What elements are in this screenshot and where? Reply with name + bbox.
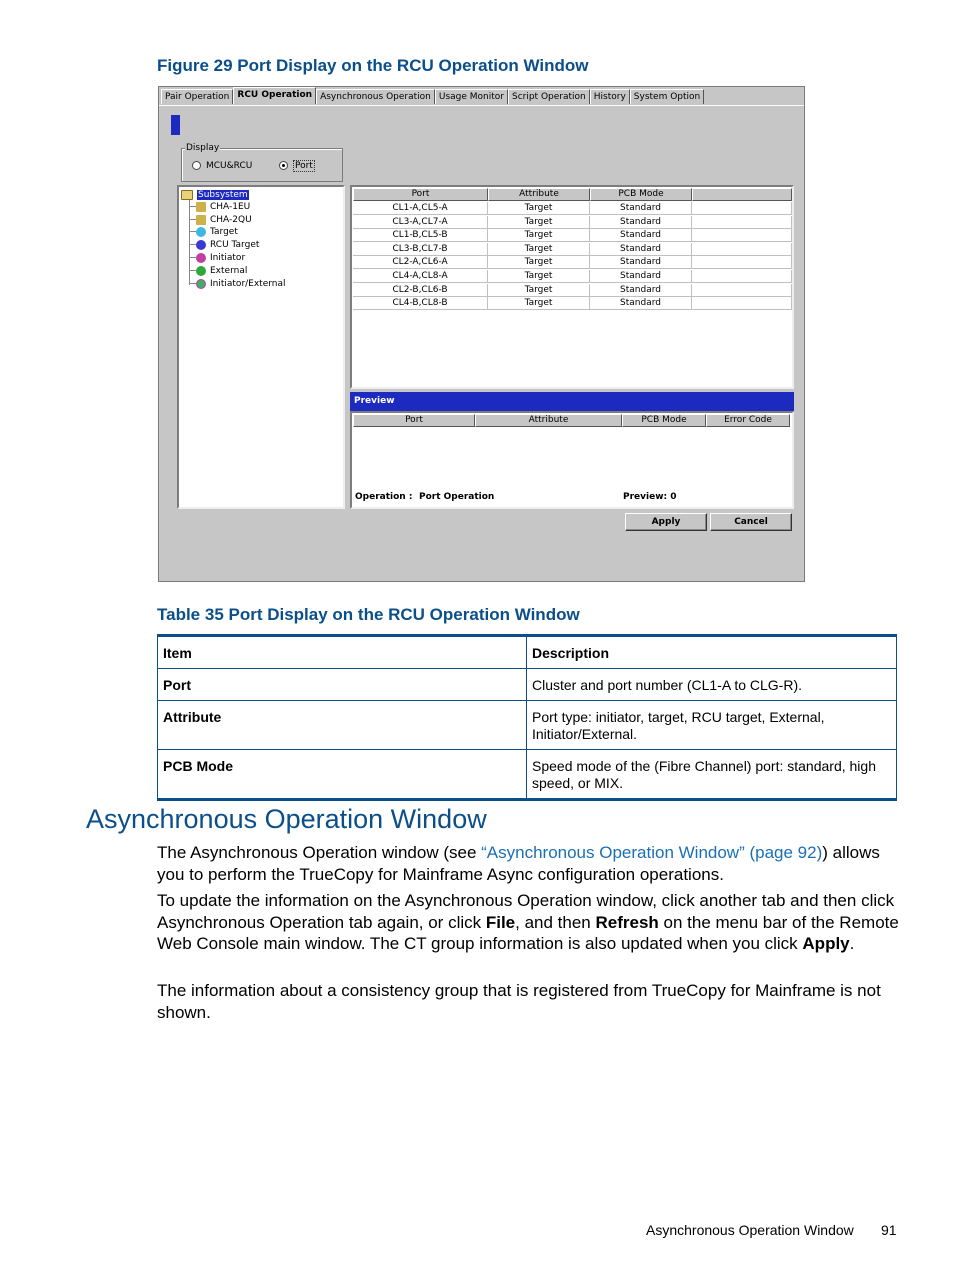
tab-usage-monitor[interactable]: Usage Monitor [435, 89, 508, 104]
page-number: 91 [881, 1222, 897, 1238]
paragraph-text: The Asynchronous Operation window (see [157, 843, 482, 862]
tree-item-external[interactable] [190, 265, 247, 277]
port-grid-cell[interactable]: Standard [590, 216, 692, 229]
preview-header-attribute[interactable]: Attribute [475, 414, 622, 427]
column-header-attribute[interactable]: Attribute [488, 188, 590, 201]
port-grid-cell[interactable]: Standard [590, 202, 692, 215]
table-header-row [158, 636, 897, 669]
tree-item-label: CHA-2QU [210, 215, 252, 225]
tree-item-rcu-target[interactable] [190, 239, 259, 251]
port-list-table[interactable] [350, 185, 794, 389]
paragraph-note: The information about a consistency group that is registered from TrueCopy for Mainframe is not shown. [157, 981, 881, 1022]
paragraph-text: , and then [515, 912, 596, 932]
tab-asynchronous-operation[interactable]: Asynchronous Operation [316, 89, 435, 104]
port-grid-cell[interactable]: Target [488, 229, 590, 242]
port-grid-cell[interactable]: Standard [590, 243, 692, 256]
table-row [158, 669, 897, 701]
section-heading: Asynchronous Operation Window [86, 804, 487, 834]
operation-label: Operation : [355, 492, 413, 502]
preview-header-pcb-mode[interactable]: PCB Mode [622, 414, 706, 427]
paragraph-text: . [849, 934, 855, 953]
header-item: Item [158, 636, 527, 669]
port-grid-cell[interactable]: Standard [590, 284, 692, 297]
tab-history[interactable]: History [590, 89, 630, 104]
preview-header-port[interactable]: Port [353, 414, 475, 427]
menu-file-ref: File [485, 912, 516, 932]
tab-divider [159, 105, 804, 106]
port-grid-cell[interactable]: CL2-A,CL6-A [353, 256, 488, 269]
cross-reference-link[interactable]: “Asynchronous Operation Window” (page 92) [481, 843, 823, 862]
paragraph-text: on the menu bar of the Remote Web Console main window. The CT group information is also updated when you click [157, 912, 899, 953]
row-description: Cluster and port number (CL1-A to CLG-R). [527, 669, 897, 701]
paragraph-text: ) allows you to perform the TrueCopy for Mainframe Async configuration operations. [157, 843, 880, 884]
radio-port-label: Port [295, 161, 313, 171]
table-row [158, 701, 897, 750]
port-grid-cell[interactable] [692, 216, 792, 229]
rcu-target-icon [196, 240, 206, 250]
tree-item-label: CHA-1EU [210, 202, 251, 212]
port-grid-cell[interactable]: Target [488, 297, 590, 310]
operation-value: Port Operation [419, 492, 495, 502]
tab-script-operation[interactable]: Script Operation [508, 89, 590, 104]
external-icon [196, 266, 206, 276]
table-row [158, 750, 897, 800]
port-grid-cell[interactable]: Standard [590, 270, 692, 283]
preview-status-bar [352, 489, 792, 507]
row-item: Port [158, 669, 527, 701]
row-description [527, 701, 897, 750]
port-grid-cell[interactable] [692, 243, 792, 256]
port-grid-cell[interactable]: CL3-A,CL7-A [353, 216, 488, 229]
initiator-icon [196, 253, 206, 263]
port-grid-cell[interactable]: CL4-A,CL8-A [353, 270, 488, 283]
cha-icon [196, 215, 206, 225]
tab-bar [161, 89, 704, 106]
port-grid-cell[interactable]: CL3-B,CL7-B [353, 243, 488, 256]
cancel-button[interactable]: Cancel [710, 513, 792, 531]
tab-system-option[interactable]: System Option [630, 89, 704, 104]
radio-button-selected-icon [279, 161, 288, 170]
tree-item-initiator-external[interactable] [190, 278, 286, 290]
paragraph-intro [157, 842, 902, 885]
description-line: Port type: initiator, target, RCU target, External, [532, 709, 825, 725]
tree-item-initiator[interactable] [190, 252, 245, 264]
row-description [527, 750, 897, 800]
port-grid-cell[interactable] [692, 270, 792, 283]
subsystem-tree[interactable] [177, 185, 345, 509]
port-grid-cell[interactable]: Target [488, 284, 590, 297]
tab-pair-operation[interactable]: Pair Operation [161, 89, 233, 104]
port-grid-cell[interactable]: CL4-B,CL8-B [353, 297, 488, 310]
port-grid-cell[interactable]: CL1-B,CL5-B [353, 229, 488, 242]
preview-header-error-code[interactable]: Error Code [706, 414, 790, 427]
apply-button[interactable]: Apply [625, 513, 707, 531]
tree-item-label: Initiator/External [210, 279, 286, 289]
port-grid-cell[interactable]: Target [488, 216, 590, 229]
header-description: Description [527, 636, 897, 669]
tree-item-target[interactable] [190, 226, 238, 238]
radio-mcu-rcu-label: MCU&RCU [206, 161, 253, 171]
description-line: speed, or MIX. [532, 775, 624, 791]
port-grid-cell[interactable]: Standard [590, 256, 692, 269]
folder-icon [181, 190, 193, 200]
radio-port[interactable] [279, 161, 315, 171]
tree-item-label: Target [210, 227, 238, 237]
apply-ref: Apply [802, 934, 850, 953]
port-grid-cell[interactable] [692, 229, 792, 242]
status-indicator [171, 115, 180, 135]
column-header-blank[interactable] [692, 188, 792, 201]
table-caption: Table 35 Port Display on the RCU Operation Window [157, 605, 580, 624]
menu-refresh-ref: Refresh [595, 912, 659, 932]
paragraph-update [157, 890, 902, 955]
description-line: Speed mode of the (Fibre Channel) port: standard, high [532, 758, 876, 774]
port-display-table [157, 634, 897, 801]
port-grid-cell[interactable] [692, 297, 792, 310]
preview-table[interactable] [350, 411, 794, 509]
display-group-label: Display [186, 143, 220, 153]
tree-item-label: Initiator [210, 253, 246, 263]
preview-count: Preview: 0 [623, 492, 677, 502]
preview-title-bar: Preview [350, 392, 794, 411]
tree-item-label: RCU Target [210, 240, 260, 250]
row-item: PCB Mode [158, 750, 527, 800]
cha-icon [196, 202, 206, 212]
figure-caption: Figure 29 Port Display on the RCU Operation Window [157, 56, 589, 75]
rcu-operation-window [158, 86, 805, 582]
tree-item-cha-1eu[interactable] [190, 201, 250, 213]
footer-section: Asynchronous Operation Window [646, 1222, 854, 1238]
tree-item-label: External [210, 266, 248, 276]
target-icon [196, 227, 206, 237]
row-item: Attribute [158, 701, 527, 750]
port-grid-cell[interactable]: CL1-A,CL5-A [353, 202, 488, 215]
tree-root-subsystem[interactable] [181, 189, 249, 201]
tree-item-cha-2qu[interactable] [190, 214, 252, 226]
tab-rcu-operation[interactable]: RCU Operation [233, 87, 316, 104]
column-header-port[interactable]: Port [353, 188, 488, 201]
paragraph-text: To update the information on the Asynchronous Operation window, click another tab and then click Asynchronous Operation tab again, or click [157, 891, 895, 932]
port-grid-cell[interactable]: Standard [590, 229, 692, 242]
port-grid-cell[interactable]: Standard [590, 297, 692, 310]
port-grid-cell[interactable] [692, 256, 792, 269]
port-grid-cell[interactable]: Target [488, 270, 590, 283]
port-grid-cell[interactable]: Target [488, 256, 590, 269]
port-grid-cell[interactable]: CL2-B,CL6-B [353, 284, 488, 297]
initiator-external-icon [196, 279, 206, 289]
description-line: Initiator/External. [532, 726, 638, 742]
port-grid-cell[interactable] [692, 202, 792, 215]
port-grid-cell[interactable]: Target [488, 202, 590, 215]
radio-button-icon [192, 161, 201, 170]
port-grid-cell[interactable]: Target [488, 243, 590, 256]
column-header-pcb-mode[interactable]: PCB Mode [590, 188, 692, 201]
port-grid-cell[interactable] [692, 284, 792, 297]
radio-mcu-rcu[interactable] [192, 161, 252, 171]
tree-root-label: Subsystem [198, 190, 248, 200]
